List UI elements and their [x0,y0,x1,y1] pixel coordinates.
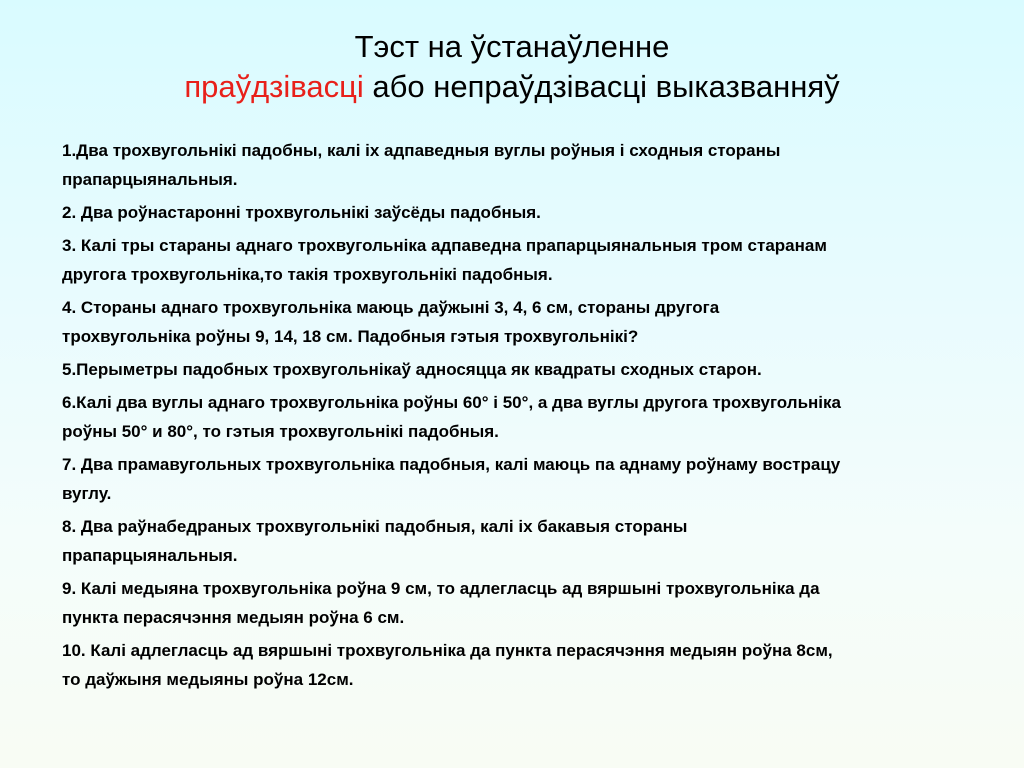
statement-continuation: другога трохвугольніка,то такія трохвугольнікі падобныя. [62,265,553,284]
statement-line: 1.Два трохвугольнікі падобны, калі іх адпаведныя вуглы роўныя і сходныя стораны [62,141,781,160]
statement-item-1 [62,136,992,194]
statement-line: 3. Калі тры стараны аднаго трохвугольніка адпаведна прапарцыянальныя тром старанам [62,236,827,255]
statement-item-4 [62,293,992,351]
statement-item-8 [62,512,992,570]
statement-item-9 [62,574,992,632]
statement-line: 10. Калі адлегласць ад вяршыні трохвугольніка да пункта перасячэння медыян роўна 8см, [62,641,833,660]
slide-title [0,27,1024,107]
title-highlight: праўдзівасці [184,69,364,104]
title-line-1: Тэст на ўстанаўленне [354,29,670,64]
statement-line: 2. Два роўнастаронні трохвугольнікі заўсёды падобныя. [62,203,541,222]
statement-continuation: вуглу. [62,484,112,503]
title-line-2-rest: або непраўдзівасці выказванняў [363,69,840,104]
statement-line: 6.Калі два вуглы аднаго трохвугольніка роўны 60° і 50°, а два вуглы другога трохвугольніка [62,393,841,412]
statement-continuation: прапарцыянальныя. [62,546,238,565]
statement-item-6 [62,388,992,446]
statement-item-10 [62,636,992,694]
statement-item-3 [62,231,992,289]
statement-line: 4. Стораны аднаго трохвугольніка маюць даўжыні 3, 4, 6 см, стораны другога [62,298,720,317]
statement-line: 7. Два прамавугольных трохвугольніка падобныя, калі маюць па аднаму роўнаму вострацу [62,455,841,474]
statement-continuation: роўны 50° и 80°, то гэтыя трохвугольнікі падобныя. [62,422,499,441]
statement-continuation: прапарцыянальныя. [62,170,238,189]
statement-line: 9. Калі медыяна трохвугольніка роўна 9 см, то адлегласць ад вяршыні трохвугольніка да [62,579,820,598]
statement-list [62,136,992,698]
statement-continuation: трохвугольніка роўны 9, 14, 18 см. Падобныя гэтыя трохвугольнікі? [62,327,639,346]
statement-line: 5.Перыметры падобных трохвугольнікаў адносяцца як квадраты сходных старон. [62,360,762,379]
statement-item-2 [62,198,992,227]
statement-continuation: пункта перасячэння медыян роўна 6 см. [62,608,405,627]
statement-line: 8. Два раўнабедраных трохвугольнікі падобныя, калі іх бакавыя стораны [62,517,688,536]
statement-item-7 [62,450,992,508]
statement-continuation: то даўжыня медыяны роўна 12см. [62,670,354,689]
statement-item-5 [62,355,992,384]
